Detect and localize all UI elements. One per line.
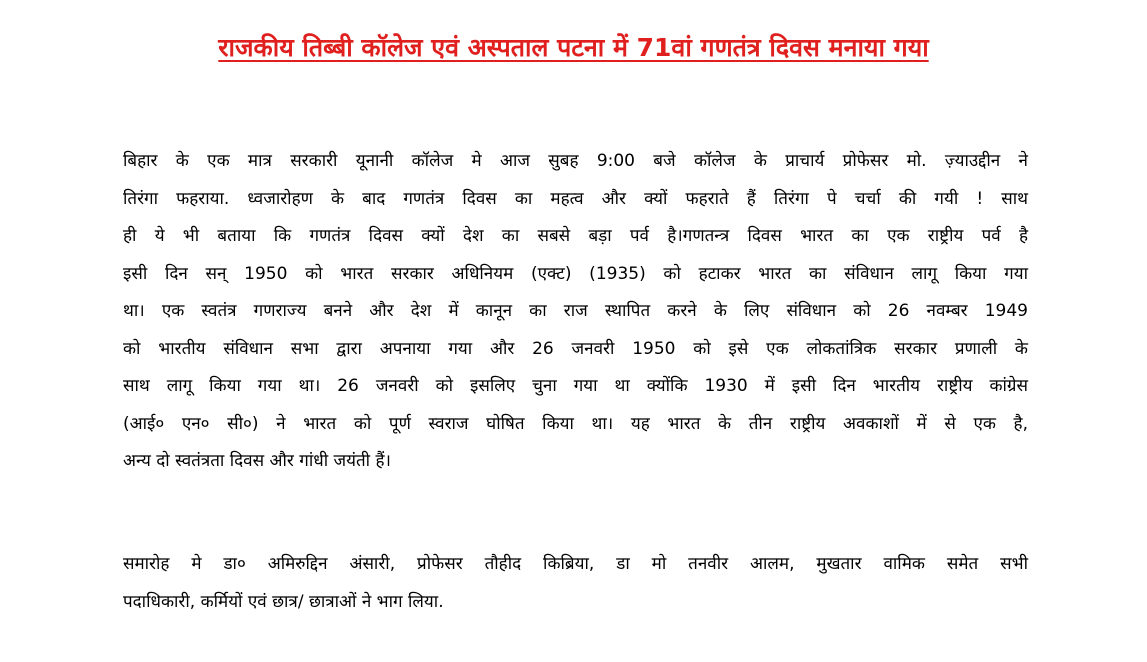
paragraph-line: को भारतीय संविधान सभा द्वारा अपनाया गया और 26 जनवरी 1950 को इसे एक लोकतांत्रिक सरकार प्रणाली के <box>123 338 1028 359</box>
paragraph-line: समारोह मे डा० अमिरुद्दिन अंसारी, प्रोफेसर तौहीद किब्रिया, डा मो तनवीर आलम, मुखतार वामिक समेत सभी <box>123 554 1028 574</box>
paragraph-line: अन्य दो स्वतंत्रता दिवस और गांधी जयंती हैं। <box>123 451 391 471</box>
paragraph-line: इसी दिन सन् 1950 को भारत सरकार अधिनियम (एक्ट) (1935) को हटाकर भारत का संविधान लागू किया गया <box>123 263 1028 284</box>
paragraph-line: बिहार के एक मात्र सरकारी यूनानी कॉलेज मे आज सुबह 9:00 बजे कॉलेज के प्राचार्य प्रोफेसर मो. ज़्याउद्दीन ने <box>123 151 1028 171</box>
document-title: राजकीय तिब्बी कॉलेज एवं अस्पताल पटना में 71वां गणतंत्र दिवस मनाया गया <box>218 33 929 62</box>
paragraph-line: (आई० एन० सी०) ने भारत को पूर्ण स्वराज घोषित किया था। यह भारत के तीन राष्ट्रीय अवकाशों में से एक है, <box>123 413 1028 434</box>
paragraph-line: तिरंगा फहराया. ध्वजारोहण के बाद गणतंत्र दिवस का महत्व और क्यों फहराते हैं तिरंगा पे चर्चा की गयी ! साथ <box>123 188 1028 209</box>
paragraph-attendees <box>123 546 1028 621</box>
paragraph-line: था। एक स्वतंत्र गणराज्य बनने और देश में कानून का राज स्थापित करने के लिए संविधान को 26 नवम्बर 1949 <box>123 301 1028 321</box>
paragraph-line: पदाधिकारी, कर्मियों एवं छात्र/ छात्राओं ने भाग लिया. <box>123 591 444 612</box>
paragraph-ceremony-description <box>123 143 1028 481</box>
paragraph-line: साथ लागू किया गया था। 26 जनवरी को इसलिए चुना गया था क्योंकि 1930 में इसी दिन भारतीय राष्ट्रीय कांग्रेस <box>123 376 1028 396</box>
paragraph-line: ही ये भी बताया कि गणतंत्र दिवस क्यों देश का सबसे बड़ा पर्व है।गणतन्त्र दिवस भारत का एक राष्ट्रीय पर्व है <box>123 226 1028 246</box>
